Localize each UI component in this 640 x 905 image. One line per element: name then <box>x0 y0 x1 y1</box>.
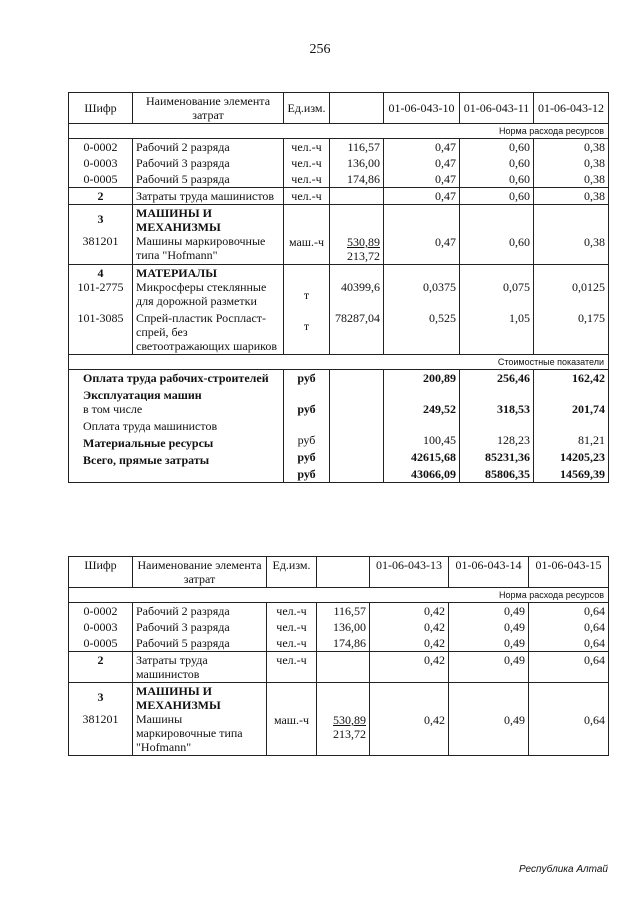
row-v1: 0,47 <box>384 139 460 156</box>
row-v1: 0,42 <box>370 603 449 620</box>
header-col3: 01-06-043-15 <box>529 557 609 588</box>
header-unit: Ед.изм. <box>284 93 330 124</box>
row-name <box>133 265 284 355</box>
row-unit: чел.-ч <box>267 652 317 683</box>
cost-unit: руб <box>297 467 316 481</box>
row-code: 2 <box>69 188 133 205</box>
cost-name: Всего, прямые затраты <box>83 453 210 467</box>
materials-row <box>69 265 609 355</box>
row-v1: 0,42 <box>370 619 449 635</box>
material-price: 78287,04 <box>335 311 380 325</box>
cost-unit: руб <box>297 402 316 416</box>
row-v1: 0,47 <box>384 171 460 188</box>
footer-region: Республика Алтай <box>518 864 608 875</box>
cost-v2: 85806,35 <box>485 467 530 481</box>
row-name: Рабочий 3 разряда <box>133 155 284 171</box>
header-code: Шифр <box>69 557 133 588</box>
table-row <box>69 171 609 188</box>
cost-v2: 128,23 <box>497 433 530 447</box>
machine-code: 381201 <box>82 234 119 248</box>
material-name: Спрей-пластик Роспласт-спрей, без светоотражающих шариков <box>136 311 278 353</box>
section-code: 4 <box>97 266 104 280</box>
material-unit: т <box>303 288 310 302</box>
row-price: 116,57 <box>317 603 370 620</box>
row-v3 <box>534 265 609 355</box>
cost-v3: 14205,23 <box>560 450 605 464</box>
row-v3: 0,38 <box>534 188 609 205</box>
machine-code: 381201 <box>82 712 119 726</box>
row-price: 136,00 <box>317 619 370 635</box>
row-code: 0-0003 <box>69 155 133 171</box>
cost-v1: 200,89 <box>423 371 456 385</box>
header-code: Шифр <box>69 93 133 124</box>
row-name <box>133 683 267 756</box>
material-name: Микросферы стеклянные для дорожной разметки <box>136 280 267 308</box>
row-v1: 0,42 <box>370 683 449 756</box>
header-price <box>317 557 370 588</box>
table-row <box>69 603 609 620</box>
row-code: 0-0005 <box>69 635 133 652</box>
material-v1: 0,525 <box>429 311 456 325</box>
material-code: 101-3085 <box>77 311 124 325</box>
row-price: 174,86 <box>317 635 370 652</box>
table-header <box>69 557 609 588</box>
machine-price-1: 530,89 <box>333 713 366 727</box>
section-costs-row <box>69 355 609 370</box>
section-title: МАШИНЫ И МЕХАНИЗМЫ <box>136 684 221 712</box>
section-title: МАШИНЫ И МЕХАНИЗМЫ <box>136 206 221 234</box>
header-name: Наименование элемента затрат <box>133 557 267 588</box>
row-v2: 0,60 <box>460 139 534 156</box>
row-v1: 0,47 <box>384 205 460 265</box>
row-v1 <box>384 265 460 355</box>
machines-row <box>69 683 609 756</box>
cost-v3: 81,21 <box>578 433 605 447</box>
resource-table-1 <box>68 92 609 483</box>
section-norms-label: Норма расхода ресурсов <box>69 124 609 139</box>
section-costs-label: Стоимостные показатели <box>69 355 609 370</box>
cost-name: Материальные ресурсы <box>83 436 214 450</box>
row-price: 174,86 <box>330 171 384 188</box>
cost-v3: 14569,39 <box>560 467 605 481</box>
cost-unit: руб <box>297 433 316 447</box>
section-code: 3 <box>97 690 104 704</box>
machine-price-2: 213,72 <box>347 249 380 263</box>
table-header <box>69 93 609 124</box>
costs-v3 <box>534 370 609 483</box>
machine-name: Машины маркировочные типа "Hofmann" <box>136 234 266 262</box>
machinists-row <box>69 188 609 205</box>
row-unit: чел.-ч <box>284 155 330 171</box>
header-col3: 01-06-043-12 <box>534 93 609 124</box>
row-price <box>330 265 384 355</box>
material-price: 40399,6 <box>341 280 380 294</box>
row-v2: 0,60 <box>460 188 534 205</box>
row-v3: 0,38 <box>534 205 609 265</box>
row-unit: чел.-ч <box>284 139 330 156</box>
row-v2: 0,49 <box>449 603 529 620</box>
row-v2: 0,49 <box>449 652 529 683</box>
row-v3: 0,38 <box>534 171 609 188</box>
row-code: 0-0002 <box>69 603 133 620</box>
row-price <box>330 205 384 265</box>
header-unit: Ед.изм. <box>267 557 317 588</box>
section-norms-label: Норма расхода ресурсов <box>69 588 609 603</box>
table-row <box>69 619 609 635</box>
costs-units <box>284 370 330 483</box>
table-row <box>69 635 609 652</box>
row-code: 2 <box>69 652 133 683</box>
material-v2: 0,075 <box>503 280 530 294</box>
table-row <box>69 139 609 156</box>
row-price: 116,57 <box>330 139 384 156</box>
row-name <box>133 205 284 265</box>
row-price <box>317 652 370 683</box>
machine-name: Машины маркировочные типа "Hofmann" <box>136 712 243 754</box>
cost-subtitle: в том числе <box>83 402 143 416</box>
cost-v1: 100,45 <box>423 433 456 447</box>
header-price <box>330 93 384 124</box>
row-name: Рабочий 5 разряда <box>133 635 267 652</box>
cost-v3: 162,42 <box>572 371 605 385</box>
material-v3: 0,175 <box>578 311 605 325</box>
row-v3: 0,64 <box>529 652 609 683</box>
row-name: Рабочий 3 разряда <box>133 619 267 635</box>
row-unit <box>284 265 330 355</box>
resource-table-2 <box>68 556 609 756</box>
cost-v1: 42615,68 <box>411 450 456 464</box>
row-unit: чел.-ч <box>267 603 317 620</box>
page-number: 256 <box>309 42 331 57</box>
row-price <box>330 188 384 205</box>
row-v1: 0,42 <box>370 635 449 652</box>
row-v2: 0,60 <box>460 155 534 171</box>
section-title: МАТЕРИАЛЫ <box>136 266 217 280</box>
row-v2 <box>460 265 534 355</box>
cost-v1: 43066,09 <box>411 467 456 481</box>
row-unit: чел.-ч <box>267 635 317 652</box>
cost-name: Оплата труда рабочих-строителей <box>83 371 269 385</box>
row-unit: маш.-ч <box>267 683 317 756</box>
row-v3: 0,38 <box>534 155 609 171</box>
row-v1: 0,42 <box>370 652 449 683</box>
row-v1: 0,47 <box>384 155 460 171</box>
header-col1: 01-06-043-10 <box>384 93 460 124</box>
costs-block <box>69 370 609 483</box>
row-name: Затраты труда машинистов <box>133 652 267 683</box>
row-unit: чел.-ч <box>284 188 330 205</box>
machinists-row <box>69 652 609 683</box>
row-code: 0-0005 <box>69 171 133 188</box>
row-code <box>69 683 133 756</box>
header-col1: 01-06-043-13 <box>370 557 449 588</box>
row-v3: 0,38 <box>534 139 609 156</box>
row-code: 0-0002 <box>69 139 133 156</box>
material-v2: 1,05 <box>509 311 530 325</box>
section-norms-row <box>69 124 609 139</box>
row-v2: 0,60 <box>460 171 534 188</box>
row-v3: 0,64 <box>529 603 609 620</box>
header-col2: 01-06-043-14 <box>449 557 529 588</box>
material-unit: т <box>303 319 310 333</box>
section-code: 3 <box>97 212 104 226</box>
costs-price <box>330 370 384 483</box>
cost-name: Эксплуатация машин <box>83 388 202 402</box>
row-v2: 0,49 <box>449 635 529 652</box>
cost-unit: руб <box>297 371 316 385</box>
row-v2: 0,49 <box>449 683 529 756</box>
material-v1: 0,0375 <box>423 280 456 294</box>
row-v3: 0,64 <box>529 619 609 635</box>
row-unit: маш.-ч <box>284 205 330 265</box>
row-name: Рабочий 2 разряда <box>133 603 267 620</box>
row-unit: чел.-ч <box>267 619 317 635</box>
row-code <box>69 205 133 265</box>
row-name: Затраты труда машинистов <box>133 188 284 205</box>
row-name: Рабочий 5 разряда <box>133 171 284 188</box>
cost-v1: 249,52 <box>423 402 456 416</box>
header-name: Наименование элемента затрат <box>133 93 284 124</box>
machine-price-1: 530,89 <box>347 235 380 249</box>
machines-row <box>69 205 609 265</box>
costs-v2 <box>460 370 534 483</box>
cost-v2: 318,53 <box>497 402 530 416</box>
cost-v3: 201,74 <box>572 402 605 416</box>
cost-v2: 85231,36 <box>485 450 530 464</box>
row-v2: 0,60 <box>460 205 534 265</box>
costs-names <box>69 370 284 483</box>
row-v2: 0,49 <box>449 619 529 635</box>
cost-unit: руб <box>297 450 316 464</box>
cost-v2: 256,46 <box>497 371 530 385</box>
table-row <box>69 155 609 171</box>
row-v3: 0,64 <box>529 635 609 652</box>
row-unit: чел.-ч <box>284 171 330 188</box>
row-code <box>69 265 133 355</box>
row-v3: 0,64 <box>529 683 609 756</box>
row-name: Рабочий 2 разряда <box>133 139 284 156</box>
material-code: 101-2775 <box>77 280 124 294</box>
costs-v1 <box>384 370 460 483</box>
row-price <box>317 683 370 756</box>
machine-price-2: 213,72 <box>333 727 366 741</box>
header-col2: 01-06-043-11 <box>460 93 534 124</box>
section-norms-row <box>69 588 609 603</box>
cost-name: Оплата труда машинистов <box>83 419 218 433</box>
material-v3: 0,0125 <box>572 280 605 294</box>
row-price: 136,00 <box>330 155 384 171</box>
row-code: 0-0003 <box>69 619 133 635</box>
row-v1: 0,47 <box>384 188 460 205</box>
